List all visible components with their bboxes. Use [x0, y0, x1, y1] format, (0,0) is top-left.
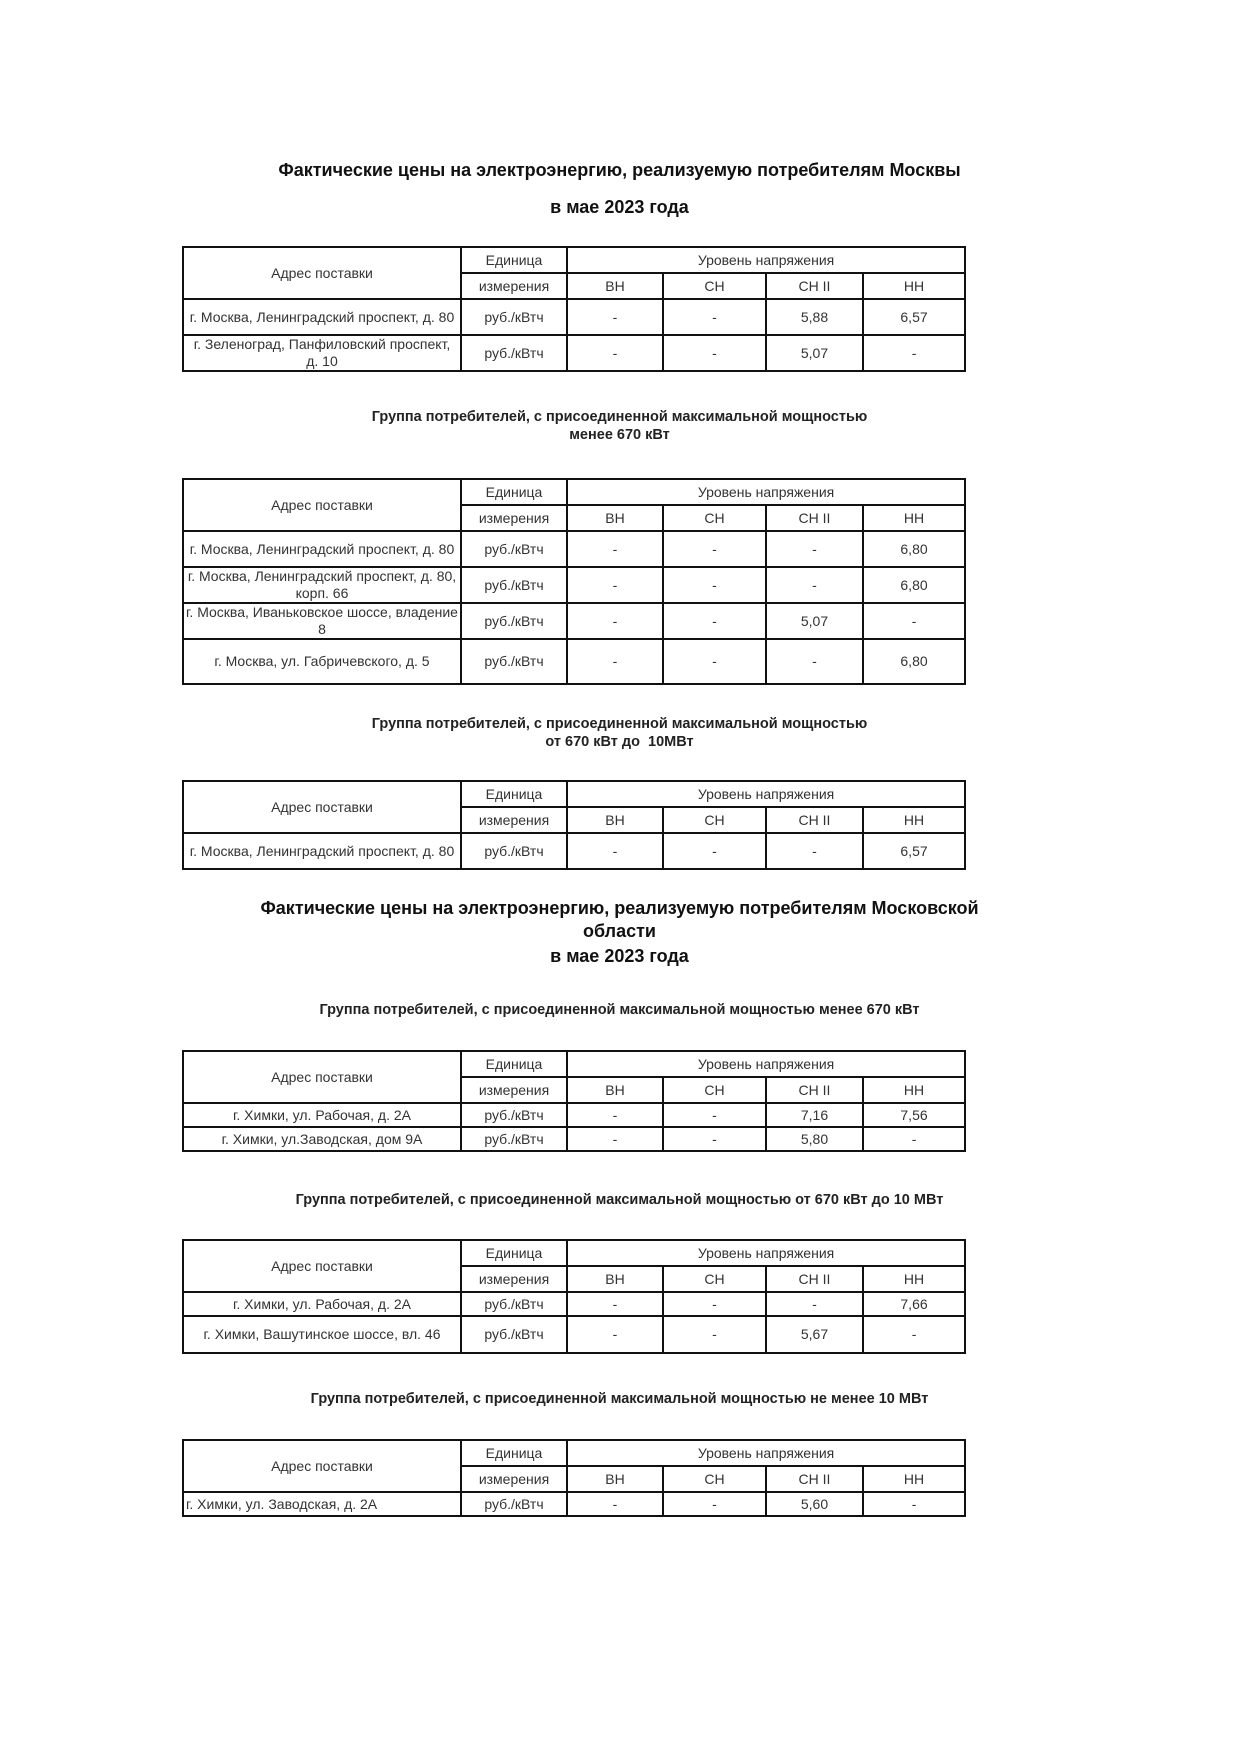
header-level-nn: НН	[863, 807, 965, 833]
unit-cell: руб./кВтч	[461, 531, 567, 567]
value-sn2: -	[766, 531, 863, 567]
header-voltage-level: Уровень напряжения	[567, 247, 965, 273]
header-level-sn: СН	[663, 273, 766, 299]
group-heading-moscow-2-line2: менее 670 кВт	[569, 427, 670, 443]
value-sn2: 5,80	[766, 1127, 863, 1151]
group-heading-region-1: Группа потребителей, с присоединенной максимальной мощностью менее 670 кВт	[319, 1002, 920, 1018]
price-table-moscow-3	[182, 780, 966, 870]
price-table-region-1	[182, 1050, 966, 1152]
value-vn: -	[567, 603, 663, 639]
value-nn: 7,56	[863, 1103, 965, 1127]
address-cell: г. Москва, Иваньковское шоссе, владение 8	[183, 603, 461, 639]
address-cell: г. Химки, ул. Заводская, д. 2А	[183, 1492, 461, 1516]
value-sn: -	[663, 567, 766, 603]
header-level-nn: НН	[863, 505, 965, 531]
header-unit-bottom: измерения	[461, 807, 567, 833]
group-heading-moscow-2-line1: Группа потребителей, с присоединенной максимальной мощностью	[371, 409, 868, 425]
value-vn: -	[567, 531, 663, 567]
value-vn: -	[567, 833, 663, 869]
value-nn: 6,57	[863, 299, 965, 335]
header-level-sn2: СН II	[766, 807, 863, 833]
value-nn: 7,66	[863, 1292, 965, 1316]
header-level-sn: СН	[663, 1466, 766, 1492]
header-address: Адрес поставки	[183, 1051, 461, 1103]
group-heading-region-3: Группа потребителей, с присоединенной максимальной мощностью не менее 10 МВт	[310, 1391, 929, 1407]
value-sn2: -	[766, 567, 863, 603]
unit-cell: руб./кВтч	[461, 833, 567, 869]
address-cell: г. Химки, ул.Заводская, дом 9А	[183, 1127, 461, 1151]
unit-cell: руб./кВтч	[461, 1103, 567, 1127]
value-sn: -	[663, 1292, 766, 1316]
header-level-vn: ВН	[567, 1466, 663, 1492]
header-level-nn: НН	[863, 1266, 965, 1292]
header-address: Адрес поставки	[183, 1440, 461, 1492]
header-level-sn2: СН II	[766, 1077, 863, 1103]
header-unit-top: Единица	[461, 479, 567, 505]
value-sn2: -	[766, 639, 863, 684]
value-sn2: 5,07	[766, 603, 863, 639]
value-sn2: 5,88	[766, 299, 863, 335]
price-table-region-3	[182, 1439, 966, 1517]
header-level-vn: ВН	[567, 1266, 663, 1292]
header-level-vn: ВН	[567, 505, 663, 531]
moscow-title-line1: Фактические цены на электроэнергию, реализуемую потребителям Москвы	[278, 160, 961, 180]
header-unit-bottom: измерения	[461, 1266, 567, 1292]
header-level-nn: НН	[863, 1466, 965, 1492]
value-sn: -	[663, 603, 766, 639]
value-vn: -	[567, 567, 663, 603]
unit-cell: руб./кВтч	[461, 1316, 567, 1353]
group-heading-moscow-3-line1: Группа потребителей, с присоединенной максимальной мощностью	[371, 716, 868, 732]
unit-cell: руб./кВтч	[461, 1492, 567, 1516]
moscow-title-line2: в мае 2023 года	[550, 197, 689, 217]
value-nn: -	[863, 1127, 965, 1151]
value-nn: 6,80	[863, 567, 965, 603]
table-row	[183, 603, 965, 639]
header-address: Адрес поставки	[183, 781, 461, 833]
table-row	[183, 833, 965, 869]
value-sn: -	[663, 833, 766, 869]
header-level-sn2: СН II	[766, 1266, 863, 1292]
address-cell: г. Химки, ул. Рабочая, д. 2А	[183, 1292, 461, 1316]
group-heading-moscow-3-line2: от 670 кВт до 10МВт	[545, 734, 694, 750]
header-level-sn: СН	[663, 807, 766, 833]
header-unit-bottom: измерения	[461, 1466, 567, 1492]
header-unit-top: Единица	[461, 247, 567, 273]
price-table-region-2	[182, 1239, 966, 1354]
header-level-vn: ВН	[567, 807, 663, 833]
value-sn2: 7,16	[766, 1103, 863, 1127]
header-unit-top: Единица	[461, 781, 567, 807]
value-sn: -	[663, 1316, 766, 1353]
table-row	[183, 1127, 965, 1151]
value-vn: -	[567, 1316, 663, 1353]
value-nn: 6,80	[863, 531, 965, 567]
header-voltage-level: Уровень напряжения	[567, 781, 965, 807]
price-table-moscow-2	[182, 478, 966, 685]
header-unit-bottom: измерения	[461, 1077, 567, 1103]
table-row	[183, 1103, 965, 1127]
value-sn2: -	[766, 833, 863, 869]
unit-cell: руб./кВтч	[461, 639, 567, 684]
header-level-sn: СН	[663, 505, 766, 531]
header-unit-top: Единица	[461, 1051, 567, 1077]
value-vn: -	[567, 1292, 663, 1316]
header-address: Адрес поставки	[183, 479, 461, 531]
table-row	[183, 1292, 965, 1316]
unit-cell: руб./кВтч	[461, 335, 567, 371]
value-sn2: 5,67	[766, 1316, 863, 1353]
unit-cell: руб./кВтч	[461, 299, 567, 335]
unit-cell: руб./кВтч	[461, 603, 567, 639]
address-cell: г. Москва, Ленинградский проспект, д. 80	[183, 299, 461, 335]
header-level-vn: ВН	[567, 273, 663, 299]
region-title-line2: области	[582, 921, 656, 941]
header-level-sn2: СН II	[766, 1466, 863, 1492]
header-level-sn2: СН II	[766, 273, 863, 299]
value-nn: -	[863, 603, 965, 639]
header-voltage-level: Уровень напряжения	[567, 479, 965, 505]
group-heading-region-2: Группа потребителей, с присоединенной максимальной мощностью от 670 кВт до 10 МВт	[295, 1192, 944, 1208]
value-sn2: 5,07	[766, 335, 863, 371]
header-unit-top: Единица	[461, 1240, 567, 1266]
address-cell: г. Зеленоград, Панфиловский проспект, д. 10	[183, 335, 461, 371]
value-sn: -	[663, 299, 766, 335]
header-level-vn: ВН	[567, 1077, 663, 1103]
table-row	[183, 531, 965, 567]
address-cell: г. Химки, ул. Рабочая, д. 2А	[183, 1103, 461, 1127]
value-sn: -	[663, 531, 766, 567]
header-unit-bottom: измерения	[461, 273, 567, 299]
address-cell: г. Москва, Ленинградский проспект, д. 80	[183, 833, 461, 869]
header-unit-top: Единица	[461, 1440, 567, 1466]
table-row	[183, 1492, 965, 1516]
value-nn: -	[863, 1492, 965, 1516]
value-sn: -	[663, 1103, 766, 1127]
address-cell: г. Москва, Ленинградский проспект, д. 80	[183, 531, 461, 567]
value-vn: -	[567, 335, 663, 371]
header-level-sn: СН	[663, 1266, 766, 1292]
unit-cell: руб./кВтч	[461, 567, 567, 603]
value-sn2: 5,60	[766, 1492, 863, 1516]
header-voltage-level: Уровень напряжения	[567, 1051, 965, 1077]
value-nn: -	[863, 1316, 965, 1353]
address-cell: г. Химки, Вашутинское шоссе, вл. 46	[183, 1316, 461, 1353]
unit-cell: руб./кВтч	[461, 1292, 567, 1316]
table-row	[183, 567, 965, 603]
header-voltage-level: Уровень напряжения	[567, 1240, 965, 1266]
value-nn: 6,80	[863, 639, 965, 684]
header-level-sn2: СН II	[766, 505, 863, 531]
value-vn: -	[567, 1492, 663, 1516]
value-vn: -	[567, 639, 663, 684]
header-level-nn: НН	[863, 273, 965, 299]
header-address: Адрес поставки	[183, 1240, 461, 1292]
value-sn: -	[663, 1127, 766, 1151]
value-sn: -	[663, 639, 766, 684]
value-vn: -	[567, 1103, 663, 1127]
region-title-line1: Фактические цены на электроэнергию, реализуемую потребителям Московской	[260, 898, 979, 918]
table-row	[183, 299, 965, 335]
value-vn: -	[567, 1127, 663, 1151]
header-unit-bottom: измерения	[461, 505, 567, 531]
header-level-sn: СН	[663, 1077, 766, 1103]
header-address: Адрес поставки	[183, 247, 461, 299]
table-row	[183, 335, 965, 371]
value-nn: -	[863, 335, 965, 371]
unit-cell: руб./кВтч	[461, 1127, 567, 1151]
value-sn2: -	[766, 1292, 863, 1316]
value-sn: -	[663, 1492, 766, 1516]
header-voltage-level: Уровень напряжения	[567, 1440, 965, 1466]
value-sn: -	[663, 335, 766, 371]
table-row	[183, 1316, 965, 1353]
header-level-nn: НН	[863, 1077, 965, 1103]
value-nn: 6,57	[863, 833, 965, 869]
address-cell: г. Москва, Ленинградский проспект, д. 80, корп. 66	[183, 567, 461, 603]
value-vn: -	[567, 299, 663, 335]
region-title-line3: в мае 2023 года	[550, 946, 689, 966]
address-cell: г. Москва, ул. Габричевского, д. 5	[183, 639, 461, 684]
table-row	[183, 639, 965, 684]
price-table-moscow-1	[182, 246, 966, 372]
